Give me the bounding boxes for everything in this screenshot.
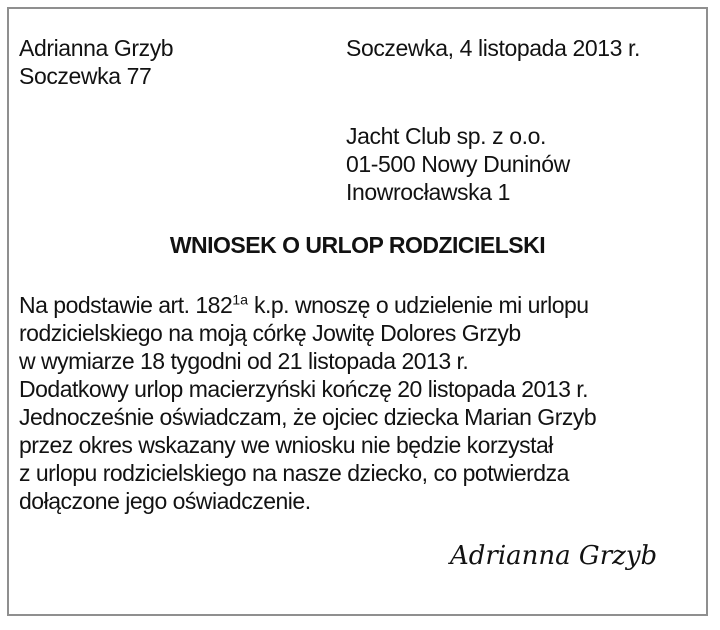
sender-name: Adrianna Grzyb	[19, 35, 174, 61]
sender-address: Soczewka 77	[19, 63, 152, 89]
body-line-7: z urlopu rodzicielskiego na nasze dziecko, co potwierdza	[19, 460, 569, 486]
body-line-1-post: k.p. wnoszę o udzielenie mi urlopu	[248, 292, 589, 318]
signature: Adrianna Grzyb	[450, 541, 658, 571]
body-line-1-pre: Na podstawie art. 182	[19, 292, 233, 318]
body-paragraph	[19, 291, 596, 515]
body-line-3: w wymiarze 18 tygodni od 21 listopada 2013 r.	[19, 348, 469, 374]
recipient-postal-city: 01-500 Nowy Duninów	[346, 151, 570, 177]
body-line-6: przez okres wskazany we wniosku nie będzie korzystał	[19, 432, 553, 458]
letter-page	[7, 7, 708, 616]
recipient-block	[346, 122, 570, 206]
recipient-company: Jacht Club sp. z o.o.	[346, 123, 546, 149]
legal-article-superscript: 1a	[232, 292, 249, 309]
dateline: Soczewka, 4 listopada 2013 r.	[346, 35, 640, 61]
body-line-4: Dodatkowy urlop macierzyński kończę 20 listopada 2013 r.	[19, 376, 589, 402]
body-line-8: dołączone jego oświadczenie.	[19, 488, 311, 514]
body-line-5: Jednocześnie oświadczam, że ojciec dziecka Marian Grzyb	[19, 404, 597, 430]
document-title: WNIOSEK O URLOP RODZICIELSKI	[169, 232, 546, 258]
body-line-2: rodzicielskiego na moją córkę Jowitę Dolores Grzyb	[19, 320, 521, 346]
recipient-street: Inowrocławska 1	[346, 179, 511, 205]
sender-block	[19, 34, 173, 90]
